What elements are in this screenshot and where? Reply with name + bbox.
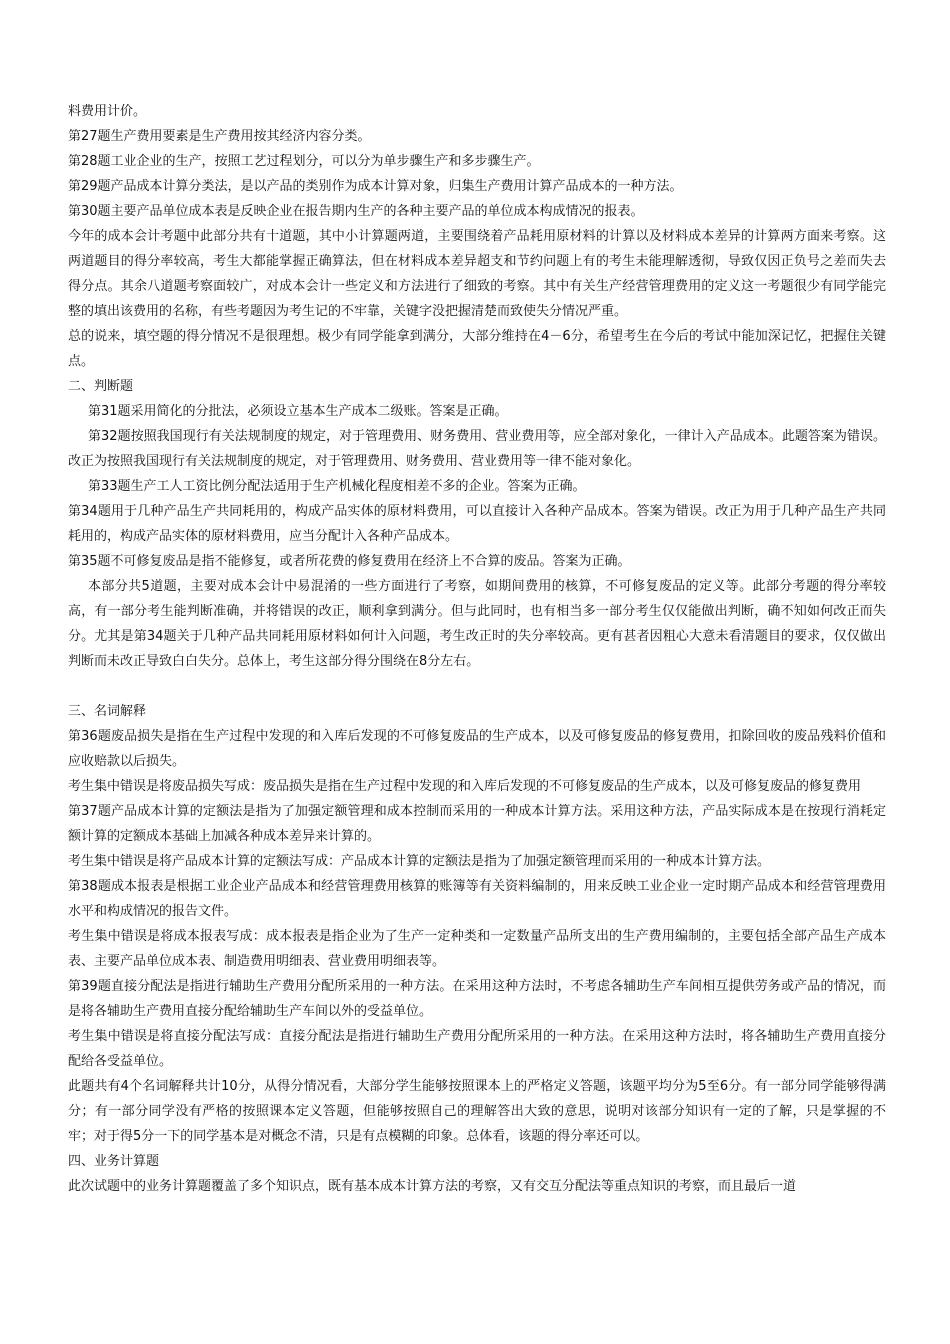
paragraph: 第33题生产工人工资比例分配法适用于生产机械化程度相差不多的企业。答案为正确。 xyxy=(88,479,586,494)
paragraph: 此次试题中的业务计算题覆盖了多个知识点，既有基本成本计算方法的考察，又有交互分配法等重点知识的考察，而且最后一道 xyxy=(68,1179,797,1194)
paragraph: 第31题采用简化的分批法，必须设立基本生产成本二级账。答案是正确。 xyxy=(88,404,508,419)
paragraph: 考生集中错误是将成本报表写成：成本报表是指企业为了生产一定种类和一定数量产品所支出的生产费用编制的，主要包括全部产品生产成本表、主要产品单位成本表、制造费用明细表、营业费用明细表等。 xyxy=(68,929,886,969)
paragraph: 本部分共5道题，主要对成本会计中易混淆的一些方面进行了考察，如期间费用的核算，不可修复废品的定义等。此部分考题的得分率较高，有一部分考生能判断准确，并将错误的改正，顺利拿到满分。但与此同时，也有相当多一部分考生仅仅能做出判断，确不知如何改正而失分。尤其是第34题关于几种产品共同耗用原材料如何计入问题，考生改正时的失分率较高。更有甚者因粗心大意未看清题目的要求，仅仅做出判断而未改正导致白白失分。总体上，考生这部分得分围绕在8分左右。 xyxy=(68,579,886,669)
paragraph: 第37题产品成本计算的定额法是指为了加强定额管理和成本控制而采用的一种成本计算方法。采用这种方法，产品实际成本是在按现行消耗定额计算的定额成本基础上加减各种成本差异来计算的。 xyxy=(68,804,886,844)
paragraph: 第29题产品成本计算分类法，是以产品的类别作为成本计算对象，归集生产费用计算产品成本的一种方法。 xyxy=(68,179,683,194)
paragraph: 总的说来，填空题的得分情况不是很理想。极少有同学能拿到满分，大部分维持在4－6分，希望考生在今后的考试中能加深记忆，把握住关键点。 xyxy=(68,329,886,369)
paragraph: 此题共有4个名词解释共计10分，从得分情况看，大部分学生能够按照课本上的严格定义答题，该题平均分为5至6分。有一部分同学能够得满分；有一部分同学没有严格的按照课本定义答题，但能够按照自己的理解答出大致的意思，说明对该部分知识有一定的了解，只是掌握的不牢；对于得5分一下的同学基本是对概念不清，只是有点模糊的印象。总体看，该题的得分率还可以。 xyxy=(68,1079,886,1144)
paragraph: 料费用计价。 xyxy=(68,104,147,119)
paragraph: 第30题主要产品单位成本表是反映企业在报告期内生产的各种主要产品的单位成本构成情况的报表。 xyxy=(68,204,644,219)
paragraph: 第34题用于几种产品生产共同耗用的，构成产品实体的原材料费用，可以直接计入各种产品成本。答案为错误。改正为用于几种产品生产共同耗用的，构成产品实体的原材料费用，应当分配计入各种产品成本。 xyxy=(68,504,886,544)
paragraph: 考生集中错误是将产品成本计算的定额法写成：产品成本计算的定额法是指为了加强定额管理而采用的一种成本计算方法。 xyxy=(68,854,771,869)
paragraph: 考生集中错误是将废品损失写成：废品损失是指在生产过程中发现的和入库后发现的不可修复废品的生产成本，以及可修复废品的修复费用 xyxy=(68,779,862,794)
paragraph: 第36题废品损失是指在生产过程中发现的和入库后发现的不可修复废品的生产成本，以及可修复废品的修复费用，扣除回收的废品残料价值和应收赔款以后损失。 xyxy=(68,729,886,769)
paragraph: 第27题生产费用要素是生产费用按其经济内容分类。 xyxy=(68,129,371,144)
section-heading: 三、名词解释 xyxy=(68,704,147,719)
paragraph: 考生集中错误是将直接分配法写成：直接分配法是指进行辅助生产费用分配所采用的一种方法。在采用这种方法时，将各辅助生产费用直接分配给各受益单位。 xyxy=(68,1029,886,1069)
section-heading: 二、判断题 xyxy=(68,379,134,394)
document-page xyxy=(68,99,886,1199)
paragraph: 第35题不可修复废品是指不能修复，或者所花费的修复费用在经济上不合算的废品。答案为正确。 xyxy=(68,554,631,569)
section-heading: 四、业务计算题 xyxy=(68,1154,160,1169)
paragraph: 第38题成本报表是根据工业企业产品成本和经营管理费用核算的账簿等有关资料编制的，用来反映工业企业一定时期产品成本和经营管理费用水平和构成情况的报告文件。 xyxy=(68,879,886,919)
paragraph: 第39题直接分配法是指进行辅助生产费用分配所采用的一种方法。在采用这种方法时，不考虑各辅助生产车间相互提供劳务或产品的情况，而是将各辅助生产费用直接分配给辅助生产车间以外的受益单位。 xyxy=(68,979,886,1019)
blank-line xyxy=(68,674,886,699)
paragraph: 今年的成本会计考题中此部分共有十道题，其中小计算题两道，主要围绕着产品耗用原材料的计算以及材料成本差异的计算两方面来考察。这两道题目的得分率较高，考生大都能掌握正确算法，但在材料成本差异超支和节约问题上有的考生未能理解透彻，导致仅因正负号之差而失去得分点。其余八道题考察面较广，对成本会计一些定义和方法进行了细致的考察。其中有关生产经营管理费用的定义这一考题很少有同学能完整的填出该费用的名称，有些考题因为考生记的不牢靠，关键字没把握清楚而致使失分情况严重。 xyxy=(68,229,886,319)
paragraph: 第28题工业企业的生产，按照工艺过程划分，可以分为单步骤生产和多步骤生产。 xyxy=(68,154,540,169)
paragraph: 第32题按照我国现行有关法规制度的规定，对于管理费用、财务费用、营业费用等，应全部对象化，一律计入产品成本。此题答案为错误。改正为按照我国现行有关法规制度的规定，对于管理费用、财务费用、营业费用等一律不能对象化。 xyxy=(68,429,886,469)
